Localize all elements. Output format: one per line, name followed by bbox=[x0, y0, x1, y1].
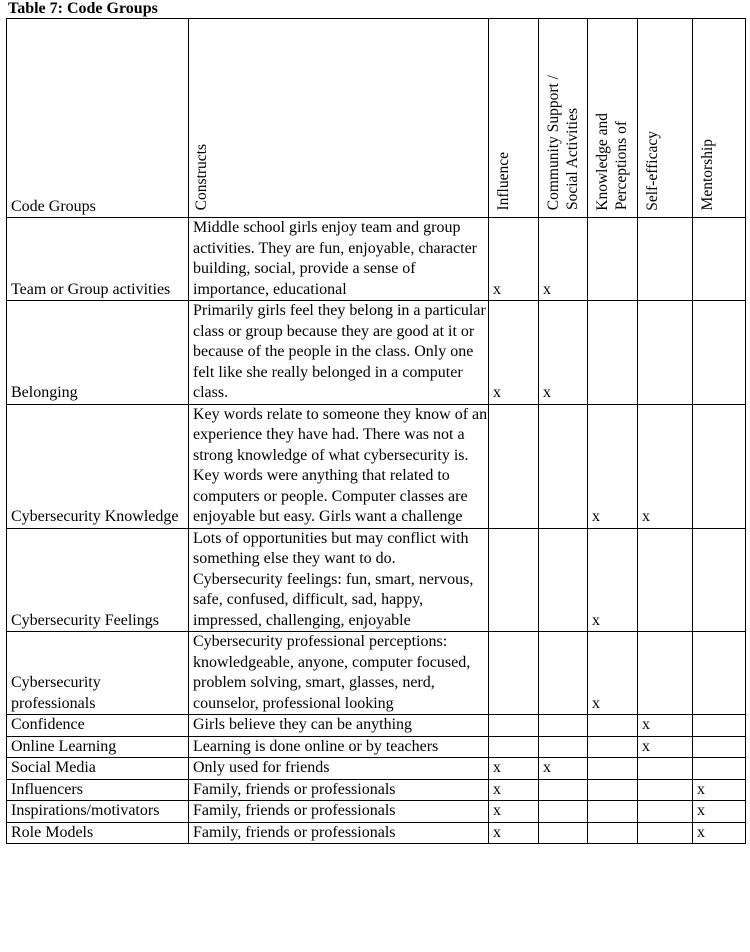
column-header-knowledge bbox=[588, 19, 638, 218]
construct-mark-cell bbox=[539, 779, 588, 801]
column-header-line: Social Activities bbox=[564, 108, 581, 211]
construct-mark-cell bbox=[693, 632, 746, 715]
construct-mark-cell: x bbox=[693, 779, 746, 801]
description-cell: Lots of opportunities but may conflict with something else they want to do. Cybersecurity feelings: fun, smart, nervous, safe, confused, difficult, sad, happy, impressed, challenging, enjoyable bbox=[189, 528, 489, 632]
construct-mark-cell bbox=[489, 528, 539, 632]
column-header-self-efficacy bbox=[638, 19, 693, 218]
description-cell: Key words relate to someone they know of an experience they have had. There was not a strong knowledge of what cybersecurity is. Key words were anything that related to computers or people. Computer classes are enjoyable but easy. Girls want a challenge bbox=[189, 404, 489, 528]
construct-mark-cell bbox=[693, 736, 746, 758]
construct-mark-cell bbox=[539, 528, 588, 632]
column-header-line: Mentorship bbox=[699, 139, 716, 211]
construct-mark-cell bbox=[588, 779, 638, 801]
construct-mark-cell bbox=[588, 301, 638, 405]
construct-mark-cell: x bbox=[638, 736, 693, 758]
construct-mark-cell bbox=[638, 632, 693, 715]
construct-mark-cell: x bbox=[539, 218, 588, 301]
description-cell: Cybersecurity professional perceptions: knowledgeable, anyone, computer focused, problem solving, smart, glasses, nerd, counselor, professional looking bbox=[189, 632, 489, 715]
table-row bbox=[7, 715, 746, 737]
construct-mark-cell bbox=[638, 218, 693, 301]
construct-mark-cell bbox=[638, 801, 693, 823]
description-cell: Learning is done online or by teachers bbox=[189, 736, 489, 758]
column-header-influence bbox=[489, 19, 539, 218]
table-row bbox=[7, 218, 746, 301]
construct-mark-cell bbox=[638, 301, 693, 405]
description-cell: Middle school girls enjoy team and group activities. They are fun, enjoyable, character building, social, provide a sense of importance, educational bbox=[189, 218, 489, 301]
construct-mark-cell bbox=[693, 404, 746, 528]
table-row bbox=[7, 528, 746, 632]
construct-mark-cell bbox=[588, 822, 638, 844]
code-group-cell: Inspirations/motivators bbox=[7, 801, 189, 823]
construct-mark-cell: x bbox=[539, 301, 588, 405]
construct-mark-cell bbox=[489, 715, 539, 737]
description-cell: Only used for friends bbox=[189, 758, 489, 780]
construct-mark-cell: x bbox=[539, 758, 588, 780]
construct-mark-cell: x bbox=[588, 528, 638, 632]
construct-mark-cell bbox=[588, 715, 638, 737]
construct-mark-cell: x bbox=[693, 801, 746, 823]
table-body bbox=[7, 218, 746, 844]
construct-mark-cell bbox=[693, 301, 746, 405]
construct-mark-cell bbox=[539, 801, 588, 823]
code-group-cell: Cybersecurity Knowledge bbox=[7, 404, 189, 528]
code-group-cell: Team or Group activities bbox=[7, 218, 189, 301]
construct-mark-cell bbox=[539, 632, 588, 715]
construct-mark-cell bbox=[588, 218, 638, 301]
code-group-cell: Influencers bbox=[7, 779, 189, 801]
table-row bbox=[7, 822, 746, 844]
column-header-line: Knowledge and bbox=[594, 112, 611, 211]
table-row bbox=[7, 801, 746, 823]
construct-mark-cell: x bbox=[489, 758, 539, 780]
construct-mark-cell bbox=[693, 758, 746, 780]
construct-mark-cell bbox=[539, 404, 588, 528]
code-group-cell: Online Learning bbox=[7, 736, 189, 758]
header-row bbox=[7, 19, 746, 218]
construct-mark-cell bbox=[588, 758, 638, 780]
code-groups-header: Code Groups bbox=[7, 19, 189, 218]
construct-mark-cell: x bbox=[638, 404, 693, 528]
construct-mark-cell: x bbox=[489, 218, 539, 301]
table-row bbox=[7, 632, 746, 715]
construct-mark-cell: x bbox=[693, 822, 746, 844]
table-row bbox=[7, 758, 746, 780]
construct-mark-cell bbox=[489, 404, 539, 528]
table-row bbox=[7, 301, 746, 405]
column-header-community-support bbox=[539, 19, 588, 218]
construct-mark-cell bbox=[539, 822, 588, 844]
table-row bbox=[7, 779, 746, 801]
code-group-cell: Cybersecurity Feelings bbox=[7, 528, 189, 632]
construct-mark-cell bbox=[693, 218, 746, 301]
description-cell: Family, friends or professionals bbox=[189, 822, 489, 844]
column-header-line: Community Support / bbox=[545, 75, 562, 211]
constructs-header: Constructs bbox=[193, 144, 210, 211]
construct-mark-cell bbox=[693, 715, 746, 737]
column-header-line: Perceptions of bbox=[613, 121, 630, 211]
construct-mark-cell: x bbox=[489, 779, 539, 801]
construct-mark-cell: x bbox=[489, 301, 539, 405]
table-row bbox=[7, 736, 746, 758]
construct-mark-cell bbox=[588, 736, 638, 758]
description-cell: Family, friends or professionals bbox=[189, 779, 489, 801]
code-group-cell: Social Media bbox=[7, 758, 189, 780]
construct-mark-cell: x bbox=[489, 801, 539, 823]
code-group-cell: Confidence bbox=[7, 715, 189, 737]
column-header-line: Influence bbox=[495, 151, 512, 211]
construct-mark-cell bbox=[638, 758, 693, 780]
code-group-cell: Belonging bbox=[7, 301, 189, 405]
construct-mark-cell: x bbox=[588, 404, 638, 528]
construct-mark-cell bbox=[539, 715, 588, 737]
table-caption: Table 7: Code Groups bbox=[8, 0, 158, 17]
description-cell: Primarily girls feel they belong in a particular class or group because they are good at it or because of the people in the class. Only one felt like she really belonged in a computer class. bbox=[189, 301, 489, 405]
table-row bbox=[7, 404, 746, 528]
construct-mark-cell: x bbox=[588, 632, 638, 715]
construct-mark-cell bbox=[489, 632, 539, 715]
code-groups-table bbox=[6, 18, 746, 844]
description-cell: Girls believe they can be anything bbox=[189, 715, 489, 737]
construct-mark-cell bbox=[588, 801, 638, 823]
construct-mark-cell bbox=[638, 528, 693, 632]
construct-mark-cell: x bbox=[638, 715, 693, 737]
construct-mark-cell bbox=[539, 736, 588, 758]
column-header-mentorship bbox=[693, 19, 746, 218]
description-cell: Family, friends or professionals bbox=[189, 801, 489, 823]
code-group-cell: Cybersecurity professionals bbox=[7, 632, 189, 715]
column-header-line: Self-efficacy bbox=[644, 130, 661, 211]
constructs-header-cell bbox=[189, 19, 489, 218]
construct-mark-cell bbox=[693, 528, 746, 632]
construct-mark-cell bbox=[489, 736, 539, 758]
code-group-cell: Role Models bbox=[7, 822, 189, 844]
construct-mark-cell: x bbox=[489, 822, 539, 844]
construct-mark-cell bbox=[638, 779, 693, 801]
construct-mark-cell bbox=[638, 822, 693, 844]
